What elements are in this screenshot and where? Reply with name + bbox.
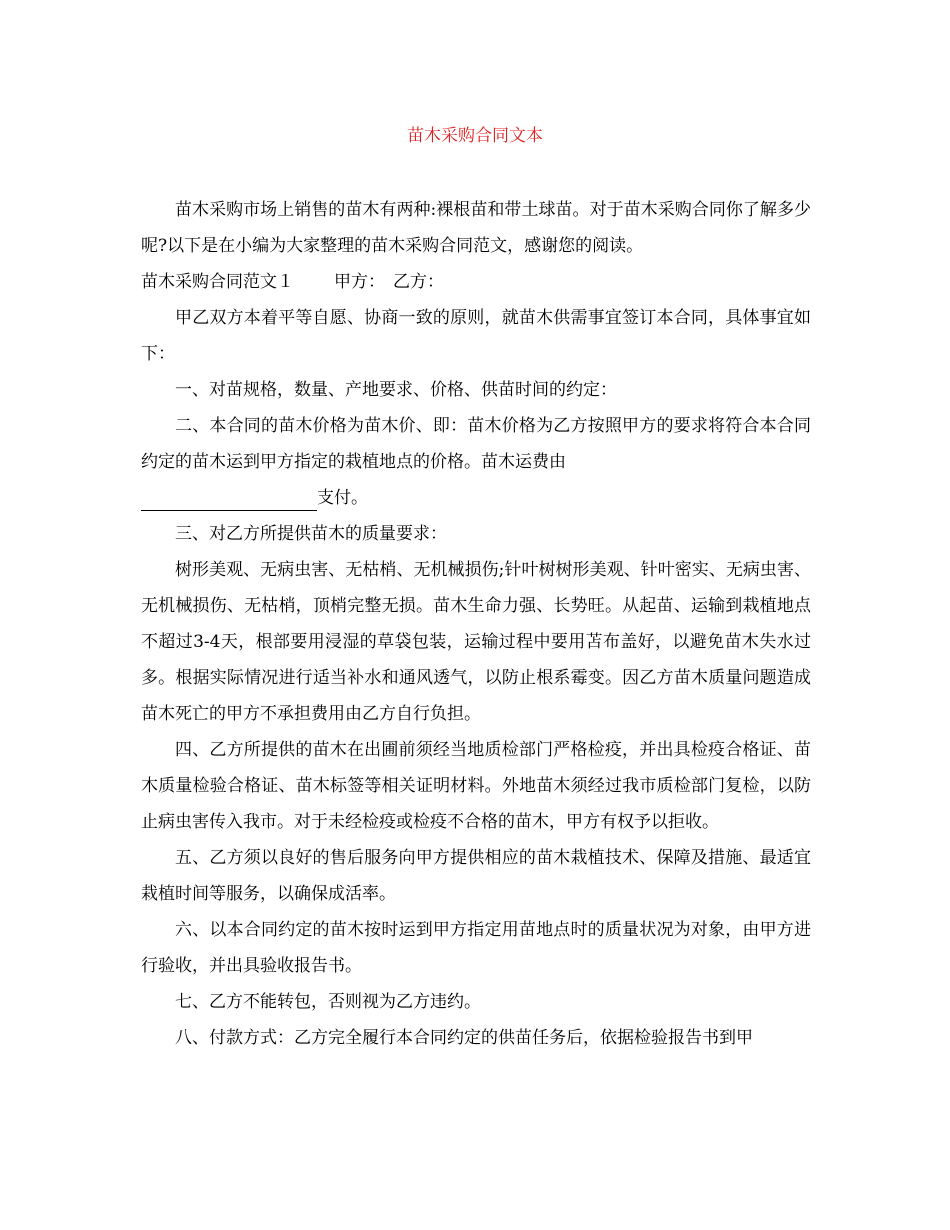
intro-paragraph: 苗木采购市场上销售的苗木有两种:裸根苗和带土球苗。对于苗木采购合同你了解多少呢?以下是在小编为大家整理的苗木采购合同范文，感谢您的阅读。 (141, 200, 811, 256)
clause-7: 七、乙方不能转包，否则视为乙方违约。 (175, 992, 481, 1012)
document-body (141, 192, 811, 1056)
clause-1: 一、对苗规格，数量、产地要求、价格、供苗时间的约定： (175, 380, 617, 400)
clause-5: 五、乙方须以良好的售后服务向甲方提供相应的苗木栽植技术、保障及措施、最适宜栽植时间等服务，以确保成活率。 (141, 848, 811, 904)
document-title: 苗木采购合同文本 (407, 126, 543, 146)
clause-2 (141, 408, 811, 516)
freight-payer-blank (141, 486, 317, 511)
preamble-paragraph: 甲乙双方本着平等自愿、协商一致的原则，就苗木供需事宜签订本合同，具体事宜如下： (141, 308, 811, 364)
party-a-label: 甲方： (334, 272, 385, 292)
party-b-label: 乙方： (393, 272, 444, 292)
sample-heading-line (141, 264, 811, 300)
clause-2-tail: 支付。 (317, 488, 368, 508)
clause-2-text: 二、本合同的苗木价格为苗木价、即：苗木价格为乙方按照甲方的要求将符合本合同约定的苗木运到甲方指定的栽植地点的价格。苗木运费由 (141, 416, 811, 472)
sample-heading: 苗木采购合同范文１ (141, 272, 294, 292)
clause-8: 八、付款方式：乙方完全履行本合同约定的供苗任务后，依据检验报告书到甲 (175, 1028, 753, 1048)
clause-3: 三、对乙方所提供苗木的质量要求： (175, 524, 447, 544)
clause-6: 六、以本合同约定的苗木按时运到甲方指定用苗地点时的质量状况为对象，由甲方进行验收，并出具验收报告书。 (141, 920, 811, 976)
clause-3-detail: 树形美观、无病虫害、无枯梢、无机械损伤;针叶树树形美观、针叶密实、无病虫害、无机械损伤、无枯梢，顶梢完整无损。苗木生命力强、长势旺。从起苗、运输到栽植地点不超过3-4天，根部要用浸湿的草袋包装，运输过程中要用苫布盖好，以避免苗木失水过多。根据实际情况进行适当补水和通风透气，以防止根系霉变。因乙方苗木质量问题造成苗木死亡的甲方不承担费用由乙方自行负担。 (141, 560, 811, 724)
clause-4: 四、乙方所提供的苗木在出圃前须经当地质检部门严格检疫，并出具检疫合格证、苗木质量检验合格证、苗木标签等相关证明材料。外地苗木须经过我市质检部门复检，以防止病虫害传入我市。对于未经检疫或检疫不合格的苗木，甲方有权予以拒收。 (141, 740, 811, 832)
